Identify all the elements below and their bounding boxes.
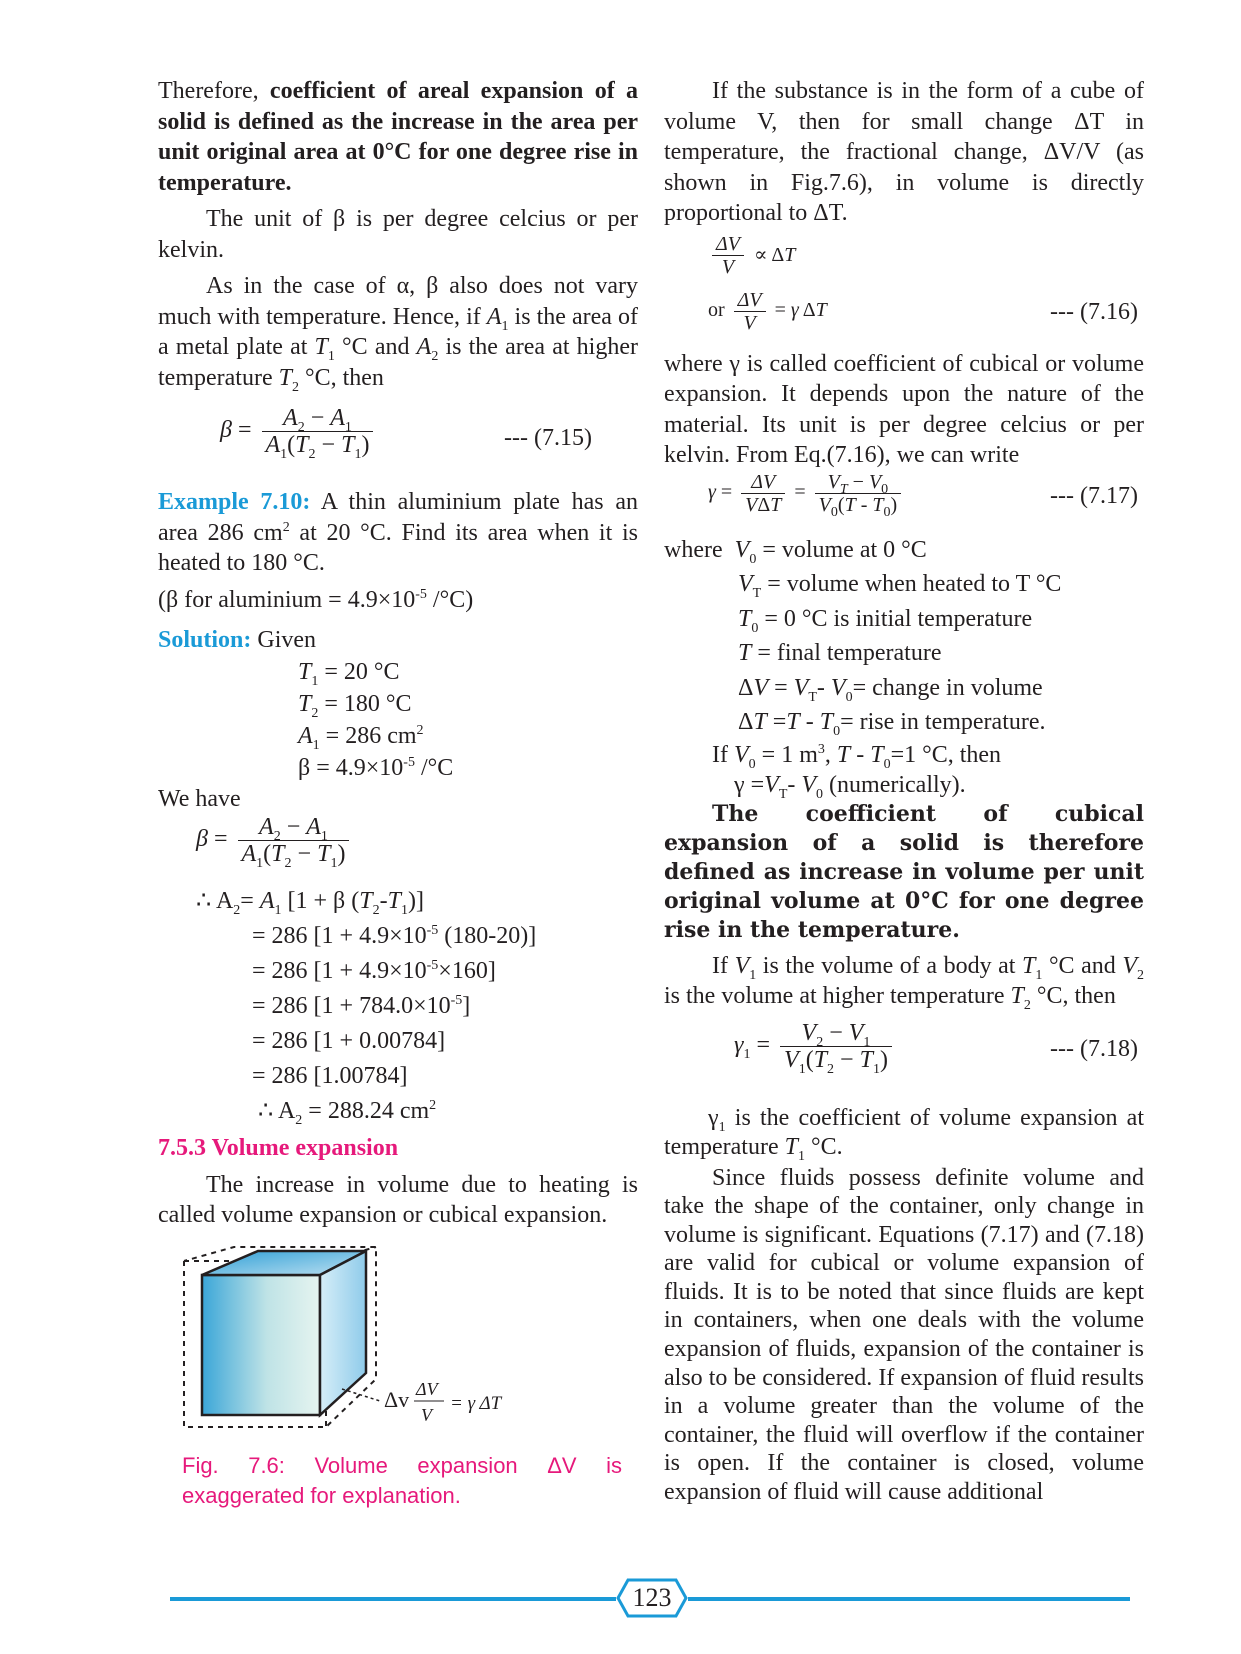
where-list	[664, 533, 1144, 800]
if-line: If $V_0 = 1$ $m^3$, $T - T_0=1$ °C, then	[712, 741, 1002, 772]
text: A thin aluminium plate has an area 286 cm	[158, 489, 639, 546]
text: = 286 [1 + 784.0×10	[252, 993, 451, 1019]
text: As in the case of α, β also does not vary much with temperature. Hence, if	[158, 273, 638, 330]
beta-paragraph: As in the case of α, β also does not vary much with temperature. Hence, if $A_1$ is the area of a metal plate at $T_1$ °C and $A_2$ is the area at higher temperature $T_2$ °C, then	[158, 273, 638, 395]
areal-definition: coefficient of areal expansion of a solid is defined as the increase in the area per unit original area at 0°C for one degree rise in temperature.	[158, 78, 639, 196]
equation-7-17: γ = $\frac{\Delta V}{\text{VΔT}}$ = $\frac{V_T - V_0}{V_0(T - T_0)}$ --- (7.17)	[708, 470, 1138, 520]
text: = 286 [1 + 4.9×10	[252, 923, 427, 949]
figure-caption: Fig. 7.6: Volume expansion ΔV is exaggerated for explanation.	[182, 1452, 622, 1508]
text: = 20 °C	[324, 658, 400, 685]
equation-7-18: $\gamma_1$ = $\frac{V_2 - V_1}{V_1(T_2 - T_1)}$ --- (7.18)	[734, 1019, 1138, 1077]
svg-text:= γ ΔT: = γ ΔT	[450, 1392, 502, 1414]
gamma1-paragraph: $\gamma_1$ is the coefficient of volume expansion at temperature $T_1$ °C.	[664, 1104, 1144, 1164]
text: = rise in temperature.	[840, 709, 1046, 735]
gamma-paragraph: where γ is called coefficient of cubical or volume expansion. It depends upon the nature of the material. Its unit is per degree celcius or per kelvin. From Eq.(7.16), we can write	[664, 350, 1144, 468]
text: °C and	[334, 334, 417, 360]
footer-line-right	[688, 1597, 1130, 1601]
areal-definition-paragraph	[158, 76, 638, 198]
text: = volume at 0 °C	[762, 536, 927, 563]
text: Therefore,	[158, 78, 270, 104]
cube-diagram	[158, 1237, 628, 1437]
cube-paragraph: If the substance is in the form of a cube of volume V, then for small change ΔT in temperature, the fractional change, ΔV/V (as shown in Fig.7.6), in volume is directly proportional to ΔT.	[664, 78, 1144, 226]
text: = 286 cm	[325, 722, 417, 749]
where-t0: $T_0 = 0$ °C is initial temperature	[738, 605, 1033, 636]
where-vt: $V_T$ = volume when heated to T °C	[738, 571, 1062, 601]
text: is the area of a metal plate at	[158, 303, 638, 360]
text: (β for aluminium = 4.9×10	[158, 586, 416, 613]
given-values	[158, 656, 638, 784]
where-dv: $\Delta V = V_T-$ $V_0=$ change in volume	[738, 674, 1043, 705]
step-result: ∴ $A_2 = 288.24$ $cm^2$	[258, 1098, 437, 1128]
volume-expansion-paragraph: The increase in volume due to heating is called volume expansion or cubical expansion.	[158, 1171, 638, 1228]
cube-figure	[158, 1237, 628, 1437]
text: °C, then	[1030, 983, 1116, 1009]
where-t: T = final temperature	[738, 640, 942, 666]
unit-paragraph: The unit of β is per degree celcius or per kelvin.	[158, 206, 638, 263]
equation-tag: --- (7.18)	[1050, 1035, 1138, 1062]
beta-aluminium	[158, 585, 638, 616]
step-2: = 286 [$1 + 4.9\times 10^{-5}$ (180-20)]	[252, 923, 537, 949]
solution-label: Solution:	[158, 627, 252, 653]
given-t1: $T_1 = 20$ °C	[298, 658, 400, 689]
proportional-equation: $\frac{\Delta V}{V}$ ∝ ΔT	[664, 233, 1144, 289]
cubical-definition: The coefficient of cubical expansion of a solid is therefore defined as increase in volume per unit original volume at 0°C for one degree rise in the temperature.	[664, 800, 1144, 943]
text: is the volume of a body at	[756, 952, 1023, 979]
equation-7-16: or $\frac{\Delta V}{V}$ = γ ΔT --- (7.16)	[708, 288, 1138, 334]
right-column	[664, 76, 1144, 1507]
example-label: Example 7.10:	[158, 489, 311, 515]
step-1: ∴ $A_2= A_1$ [1 + β $(T_2-T_1)$]	[196, 888, 424, 918]
equation-tag: --- (7.16)	[1050, 298, 1138, 325]
text: ∴ A	[196, 888, 234, 914]
footer-line-left	[170, 1597, 616, 1601]
v1-paragraph: If $V_1$ is the volume of a body at $T_1$ °C and $V_2$ is the volume at higher temperature $T_2$ °C, then	[664, 952, 1145, 1013]
text: Given	[257, 627, 317, 653]
text: = 180 °C	[324, 690, 412, 717]
text: is the coefficient of volume expansion at temperature	[664, 1104, 1144, 1160]
text: If	[712, 952, 735, 979]
text: (numerically).	[829, 771, 966, 798]
text: °C and	[1042, 952, 1123, 979]
svg-text:V: V	[421, 1404, 432, 1425]
text: at 20 °C. Find its area when it is heated to 180 °C.	[158, 519, 638, 576]
section-heading: 7.5.3 Volume expansion	[158, 1135, 399, 1161]
text: = change in volume	[852, 674, 1043, 701]
step-6: = 286 [1.00784]	[252, 1063, 408, 1089]
svg-text:ΔV: ΔV	[416, 1378, 438, 1399]
text: = 286 [1 + 4.9×10	[252, 958, 427, 984]
text: is the area at higher temperature	[158, 334, 638, 391]
where-v0: where $V_0$ = volume at 0 °C	[664, 536, 927, 567]
we-have: We have	[158, 785, 241, 812]
text: is the volume at higher temperature	[664, 983, 1011, 1009]
equation-tag: --- (7.17)	[1050, 482, 1138, 509]
step-5: = 286 [1 + 0.00784]	[252, 1028, 446, 1054]
page-number: 123	[632, 1583, 672, 1612]
gamma-line: $\gamma =V_T-$ $V_0$ (numerically).	[734, 771, 966, 802]
step-3: = 286 $[1 + 4.9\times 10^{-5}\times 160]$	[252, 958, 496, 984]
beta-formula: β = $\frac{A_2 - A_1}{A_1(T_2 - T_1)}$	[158, 814, 638, 878]
text: ∴ A	[258, 1098, 296, 1124]
svg-text:Δv: Δv	[384, 1386, 410, 1412]
where-dt: $\Delta T =T - T_0=$ rise in temperature.	[738, 709, 1046, 739]
text: °C, then	[298, 364, 384, 391]
text: =1 °C, then	[890, 741, 1002, 768]
solution-line	[158, 625, 638, 656]
page-footer	[170, 1578, 1130, 1618]
given-beta: $\beta = 4.9\times 10^{-5}$ /°C	[298, 754, 454, 781]
given-t2: $T_2 = 180$ °C	[298, 690, 412, 721]
text: /°C)	[426, 586, 474, 613]
text: = 0 °C is initial temperature	[764, 605, 1033, 632]
text: °C.	[804, 1133, 843, 1160]
given-a1: $A_1 = 286$ $cm^2$	[298, 722, 424, 753]
text: = 288.24 cm	[308, 1098, 430, 1124]
step-4: = 286 $[1 + 784.0\times 10^{-5}]$	[252, 993, 471, 1019]
left-column	[158, 76, 638, 1511]
text: = final temperature	[757, 640, 942, 666]
fluids-paragraph: Since fluids possess definite volume and take the shape of the container, only change in volume is significant. Equations (7.17) and (7.18) are valid for cubical or volume expansion of fluids. It is to be noted that since fluids are kept in containers, when one deals with the volume expansion of fluids, expansion of the container is also to be considered. If expansion of fluid results in a volume greater than the volume of the container, the fluid will overflow if the container is open. If the container is closed, volume expansion of fluid will cause additional	[664, 1164, 1144, 1506]
example-paragraph: Example 7.10: A thin aluminium plate has an area 286 $cm^2$ at 20 °C. Find its area when it is heated to 180 °C.	[158, 489, 639, 576]
equation-tag: --- (7.15)	[504, 425, 592, 451]
equation-7-15: β = $\frac{A_2 - A_1}{A_1(T_2 - T_1)}$ --- (7.15)	[220, 405, 592, 462]
text: β = 4.9×10	[298, 754, 404, 781]
exponent: -5	[415, 586, 427, 602]
text: = volume when heated to T °C	[767, 571, 1062, 597]
